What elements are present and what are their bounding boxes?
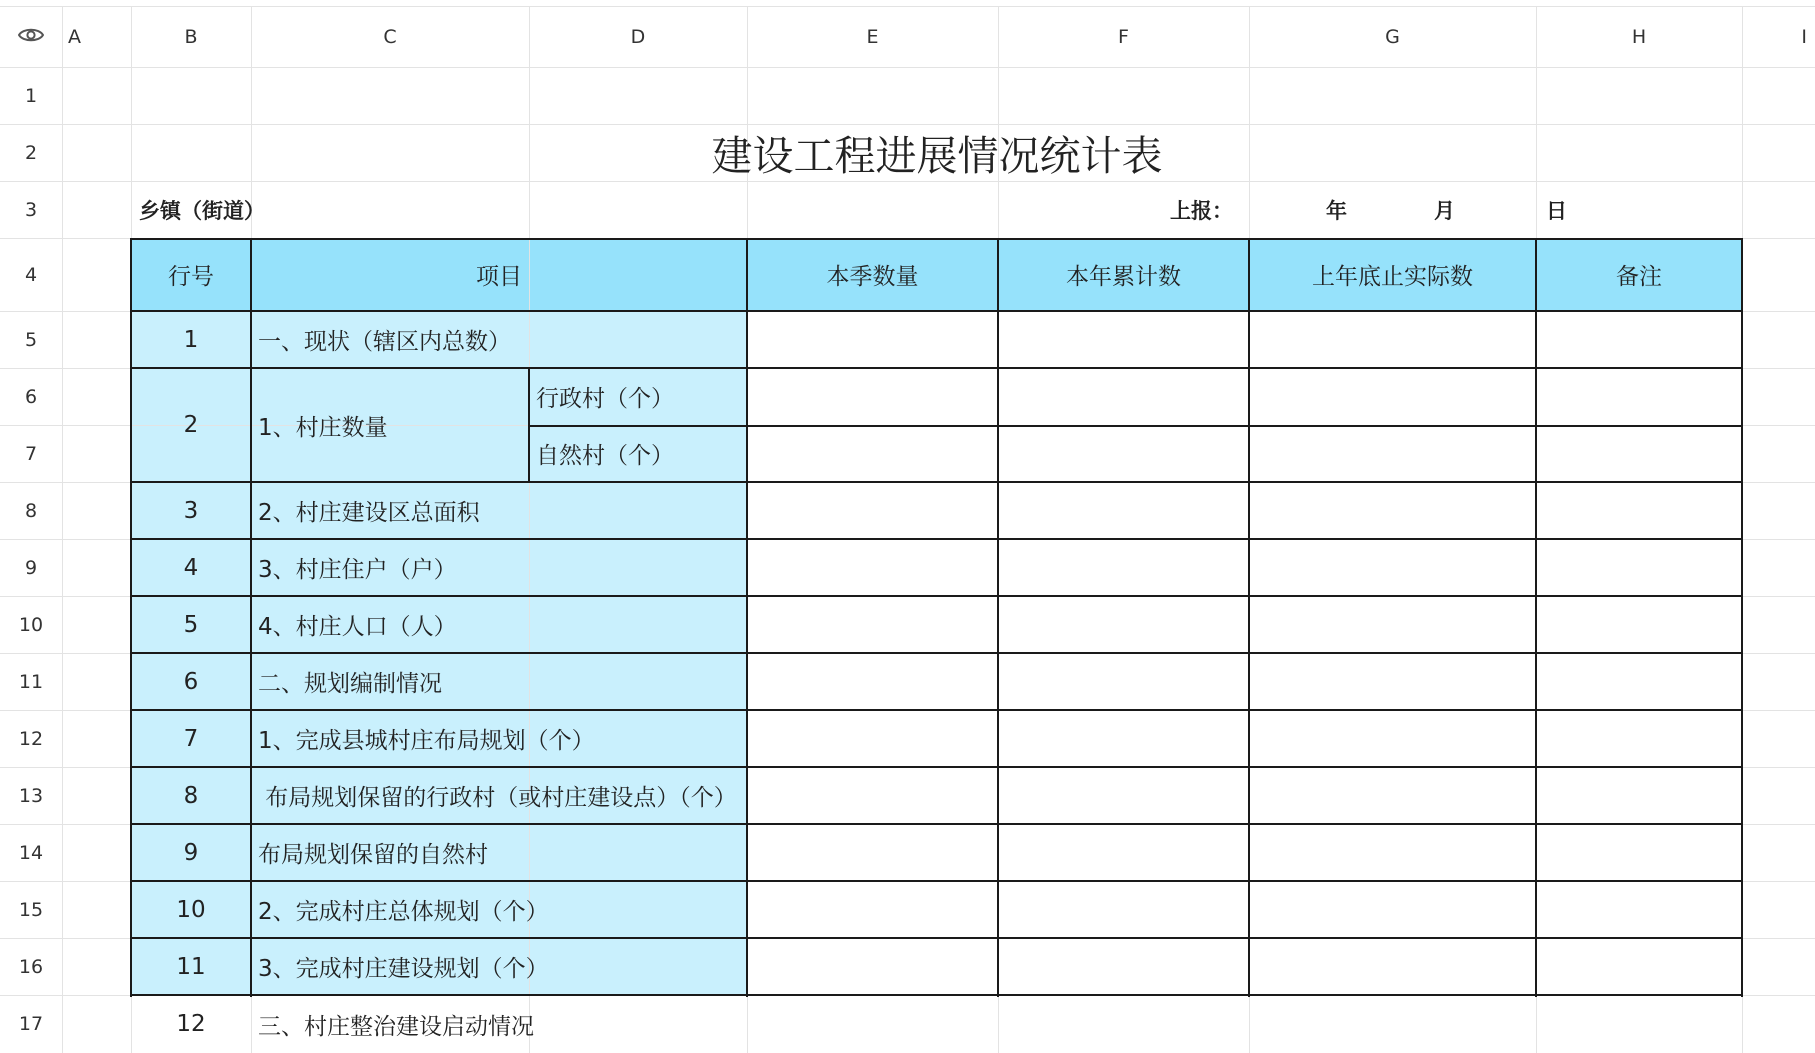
row-header-16[interactable]: 16 bbox=[18, 955, 44, 978]
item-label-cell[interactable]: 布局规划保留的自然村 bbox=[258, 842, 488, 868]
town-label: 乡镇（街道） bbox=[139, 198, 265, 223]
eye-icon bbox=[18, 26, 44, 48]
header-year-total[interactable]: 本年累计数 bbox=[1066, 264, 1181, 290]
item-label-cell[interactable]: 二、规划编制情况 bbox=[258, 671, 442, 697]
row-header-15[interactable]: 15 bbox=[18, 898, 44, 921]
row-header-4[interactable]: 4 bbox=[24, 263, 38, 286]
item-label-cell[interactable]: 4、村庄人口（人） bbox=[258, 614, 457, 640]
row-no-cell[interactable]: 11 bbox=[176, 953, 206, 980]
col-gridline bbox=[62, 6, 63, 1053]
row-no-cell[interactable]: 2 bbox=[183, 412, 199, 438]
sheet-title: 建设工程进展情况统计表 bbox=[711, 132, 1163, 180]
row-no-cell[interactable]: 12 bbox=[176, 1011, 206, 1037]
header-quarter[interactable]: 本季数量 bbox=[826, 264, 919, 290]
row-no-cell[interactable]: 5 bbox=[183, 611, 199, 638]
row-header-9[interactable]: 9 bbox=[24, 556, 38, 579]
column-header-c[interactable]: C bbox=[383, 25, 397, 48]
table-border-v bbox=[1248, 238, 1250, 997]
column-header-d[interactable]: D bbox=[630, 25, 646, 48]
sub-item-cell[interactable]: 行政村（个） bbox=[536, 386, 674, 412]
row-header-5[interactable]: 5 bbox=[24, 328, 38, 351]
row-header-13[interactable]: 13 bbox=[18, 784, 44, 807]
table-border-v bbox=[1535, 238, 1537, 997]
header-last-year[interactable]: 上年底止实际数 bbox=[1312, 264, 1473, 290]
column-header-h[interactable]: H bbox=[1631, 25, 1647, 48]
row-header-1[interactable]: 1 bbox=[24, 84, 38, 107]
row-header-14[interactable]: 14 bbox=[18, 841, 44, 864]
column-header-b[interactable]: B bbox=[184, 25, 198, 48]
row-no-cell[interactable]: 10 bbox=[176, 896, 206, 923]
table-border-v bbox=[1741, 238, 1743, 997]
header-item[interactable]: 项目 bbox=[476, 264, 522, 290]
row-no-cell[interactable]: 3 bbox=[183, 497, 199, 524]
row-no-cell[interactable]: 7 bbox=[183, 725, 199, 752]
month-label: 月 bbox=[1434, 198, 1455, 223]
row-header-7[interactable]: 7 bbox=[24, 442, 38, 465]
header-row-no[interactable]: 行号 bbox=[168, 264, 214, 290]
row-header-2[interactable]: 2 bbox=[24, 141, 38, 164]
row-no-cell[interactable]: 9 bbox=[183, 839, 199, 866]
row-no-cell[interactable]: 8 bbox=[183, 782, 199, 809]
row-header-12[interactable]: 12 bbox=[18, 727, 44, 750]
year-label: 年 bbox=[1326, 198, 1347, 223]
sub-item-cell[interactable]: 自然村（个） bbox=[536, 443, 674, 469]
item-label-cell[interactable]: 2、村庄建设区总面积 bbox=[258, 500, 480, 526]
row-no-cell[interactable]: 4 bbox=[183, 554, 199, 581]
column-header-a[interactable]: A bbox=[68, 25, 81, 48]
item-label-cell[interactable]: 1、村庄数量 bbox=[258, 414, 388, 441]
row-header-8[interactable]: 8 bbox=[24, 499, 38, 522]
row-no-cell[interactable]: 1 bbox=[183, 326, 199, 353]
item-label-cell[interactable]: 布局规划保留的行政村（或村庄建设点）（个） bbox=[258, 785, 737, 811]
row-header-17[interactable]: 17 bbox=[18, 1013, 44, 1035]
row-header-11[interactable]: 11 bbox=[18, 670, 44, 693]
visibility-toggle[interactable] bbox=[0, 6, 62, 67]
column-header-e[interactable]: E bbox=[866, 25, 879, 48]
header-remark[interactable]: 备注 bbox=[1616, 264, 1662, 290]
table-border-v bbox=[997, 238, 999, 997]
row-no-cell[interactable]: 6 bbox=[183, 668, 199, 695]
column-header-f[interactable]: F bbox=[1118, 25, 1129, 48]
row-header-3[interactable]: 3 bbox=[24, 198, 38, 221]
row-header-10[interactable]: 10 bbox=[18, 613, 44, 636]
item-label-cell[interactable]: 3、完成村庄建设规划（个） bbox=[258, 956, 549, 982]
row-header-6[interactable]: 6 bbox=[24, 385, 38, 408]
item-label-cell[interactable]: 2、完成村庄总体规划（个） bbox=[258, 899, 549, 925]
item-label-cell[interactable]: 1、完成县城村庄布局规划（个） bbox=[258, 728, 595, 754]
item-label-cell[interactable]: 三、村庄整治建设启动情况 bbox=[258, 1013, 534, 1040]
day-label: 日 bbox=[1546, 198, 1567, 223]
item-label-cell[interactable]: 一、现状（辖区内总数） bbox=[258, 329, 511, 355]
column-header-g[interactable]: G bbox=[1385, 25, 1400, 48]
item-label-cell[interactable]: 3、村庄住户（户） bbox=[258, 557, 457, 583]
row-gridline bbox=[0, 67, 1815, 68]
report-label: 上报： bbox=[1170, 198, 1233, 223]
column-header-i[interactable]: I bbox=[1801, 25, 1807, 48]
